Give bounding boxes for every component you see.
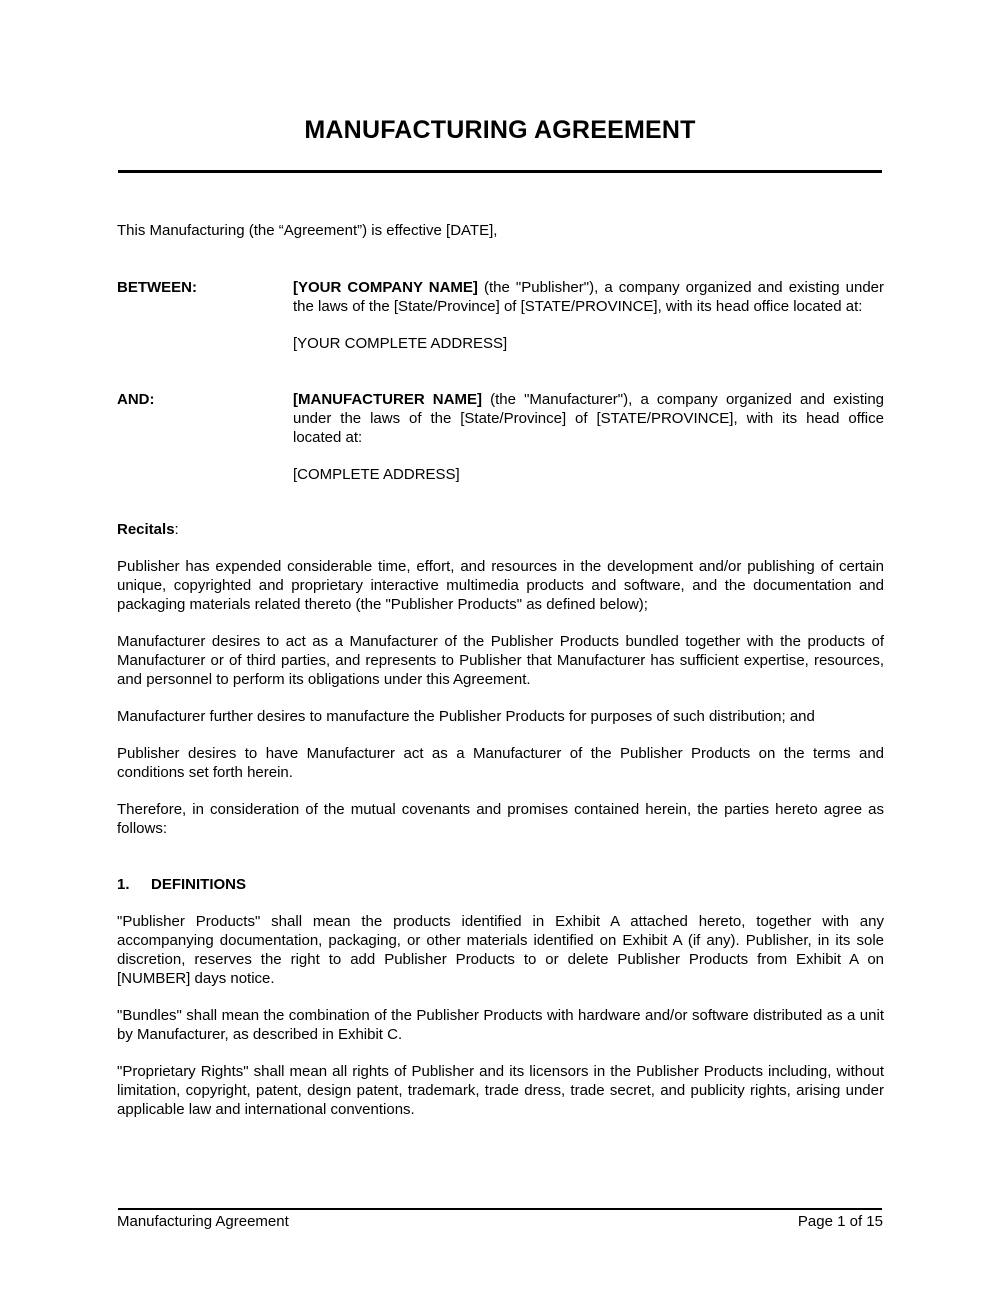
recitals-heading (117, 520, 884, 539)
party-address: [COMPLETE ADDRESS] (293, 466, 460, 483)
definition-paragraph: "Bundles" shall mean the combination of the Publisher Products with hardware and/or software distributed as a unit by Manufacturer, as described in Exhibit C. (117, 1007, 884, 1043)
party-label: BETWEEN: (117, 279, 197, 296)
intro-paragraph: This Manufacturing (the “Agreement”) is effective [DATE], (117, 222, 498, 239)
party-description-text: (the "Publisher"), a company organized and existing under the laws of the [State/Province] of [STATE/PROVINCE], with its head office located at: (293, 279, 884, 315)
party-description (293, 390, 884, 447)
recital-paragraph: Publisher desires to have Manufacturer act as a Manufacturer of the Publisher Products on the terms and conditions set forth herein. (117, 745, 884, 781)
recital-paragraph: Therefore, in consideration of the mutual covenants and promises contained herein, the parties hereto agree as follows: (117, 801, 884, 837)
document-body (117, 221, 884, 1137)
party-details (293, 278, 884, 353)
recital-paragraph: Publisher has expended considerable time, effort, and resources in the development and/or publishing of certain unique, copyrighted and proprietary interactive multimedia products and software, and the documentation and packaging materials related thereto (the "Publisher Products" as defined below); (117, 558, 884, 613)
party-description-text: (the "Manufacturer"), a company organized and existing under the laws of the [State/Province] of [STATE/PROVINCE], with its head office located at: (293, 391, 884, 446)
document-title: MANUFACTURING AGREEMENT (304, 116, 696, 144)
recital-paragraph: Manufacturer desires to act as a Manufacturer of the Publisher Products bundled together with the products of Manufacturer or of third parties, and represents to Publisher that Manufacturer has sufficient expertise, resources, and personnel to perform its obligations under this Agreement. (117, 633, 884, 688)
section-heading (117, 875, 884, 894)
recital-paragraph: Manufacturer further desires to manufacture the Publisher Products for purposes of such distribution; and (117, 708, 815, 725)
footer-document-name: Manufacturing Agreement (117, 1213, 289, 1230)
section-title: DEFINITIONS (151, 876, 247, 893)
party-manufacturer (117, 390, 884, 484)
party-address: [YOUR COMPLETE ADDRESS] (293, 335, 508, 352)
section-number: 1. (117, 876, 130, 893)
recitals-heading-text: Recitals (117, 521, 175, 538)
party-name: [YOUR COMPANY NAME] (293, 279, 478, 296)
page-number: Page 1 of 15 (797, 1213, 883, 1230)
party-label: AND: (117, 391, 155, 408)
definition-paragraph: "Proprietary Rights" shall mean all rights of Publisher and its licensors in the Publisher Products including, without limitation, copyright, patent, design patent, trademark, trade dress, trade secret, and publicity rights, arising under applicable law and international conventions. (117, 1063, 884, 1118)
title-divider (118, 170, 882, 173)
party-name: [MANUFACTURER NAME] (293, 391, 482, 408)
page-footer (117, 1213, 883, 1230)
definition-paragraph: "Publisher Products" shall mean the products identified in Exhibit A attached hereto, together with any accompanying documentation, packaging, or other materials identified on Exhibit A (if any). Publisher, in its sole discretion, reserves the right to add Publisher Products to or delete Publisher Products from Exhibit A on [NUMBER] days notice. (117, 913, 884, 987)
recitals-heading-colon: : (174, 521, 179, 538)
party-details (293, 390, 884, 484)
party-description (293, 278, 884, 316)
footer-divider (118, 1208, 882, 1210)
party-publisher (117, 278, 884, 353)
